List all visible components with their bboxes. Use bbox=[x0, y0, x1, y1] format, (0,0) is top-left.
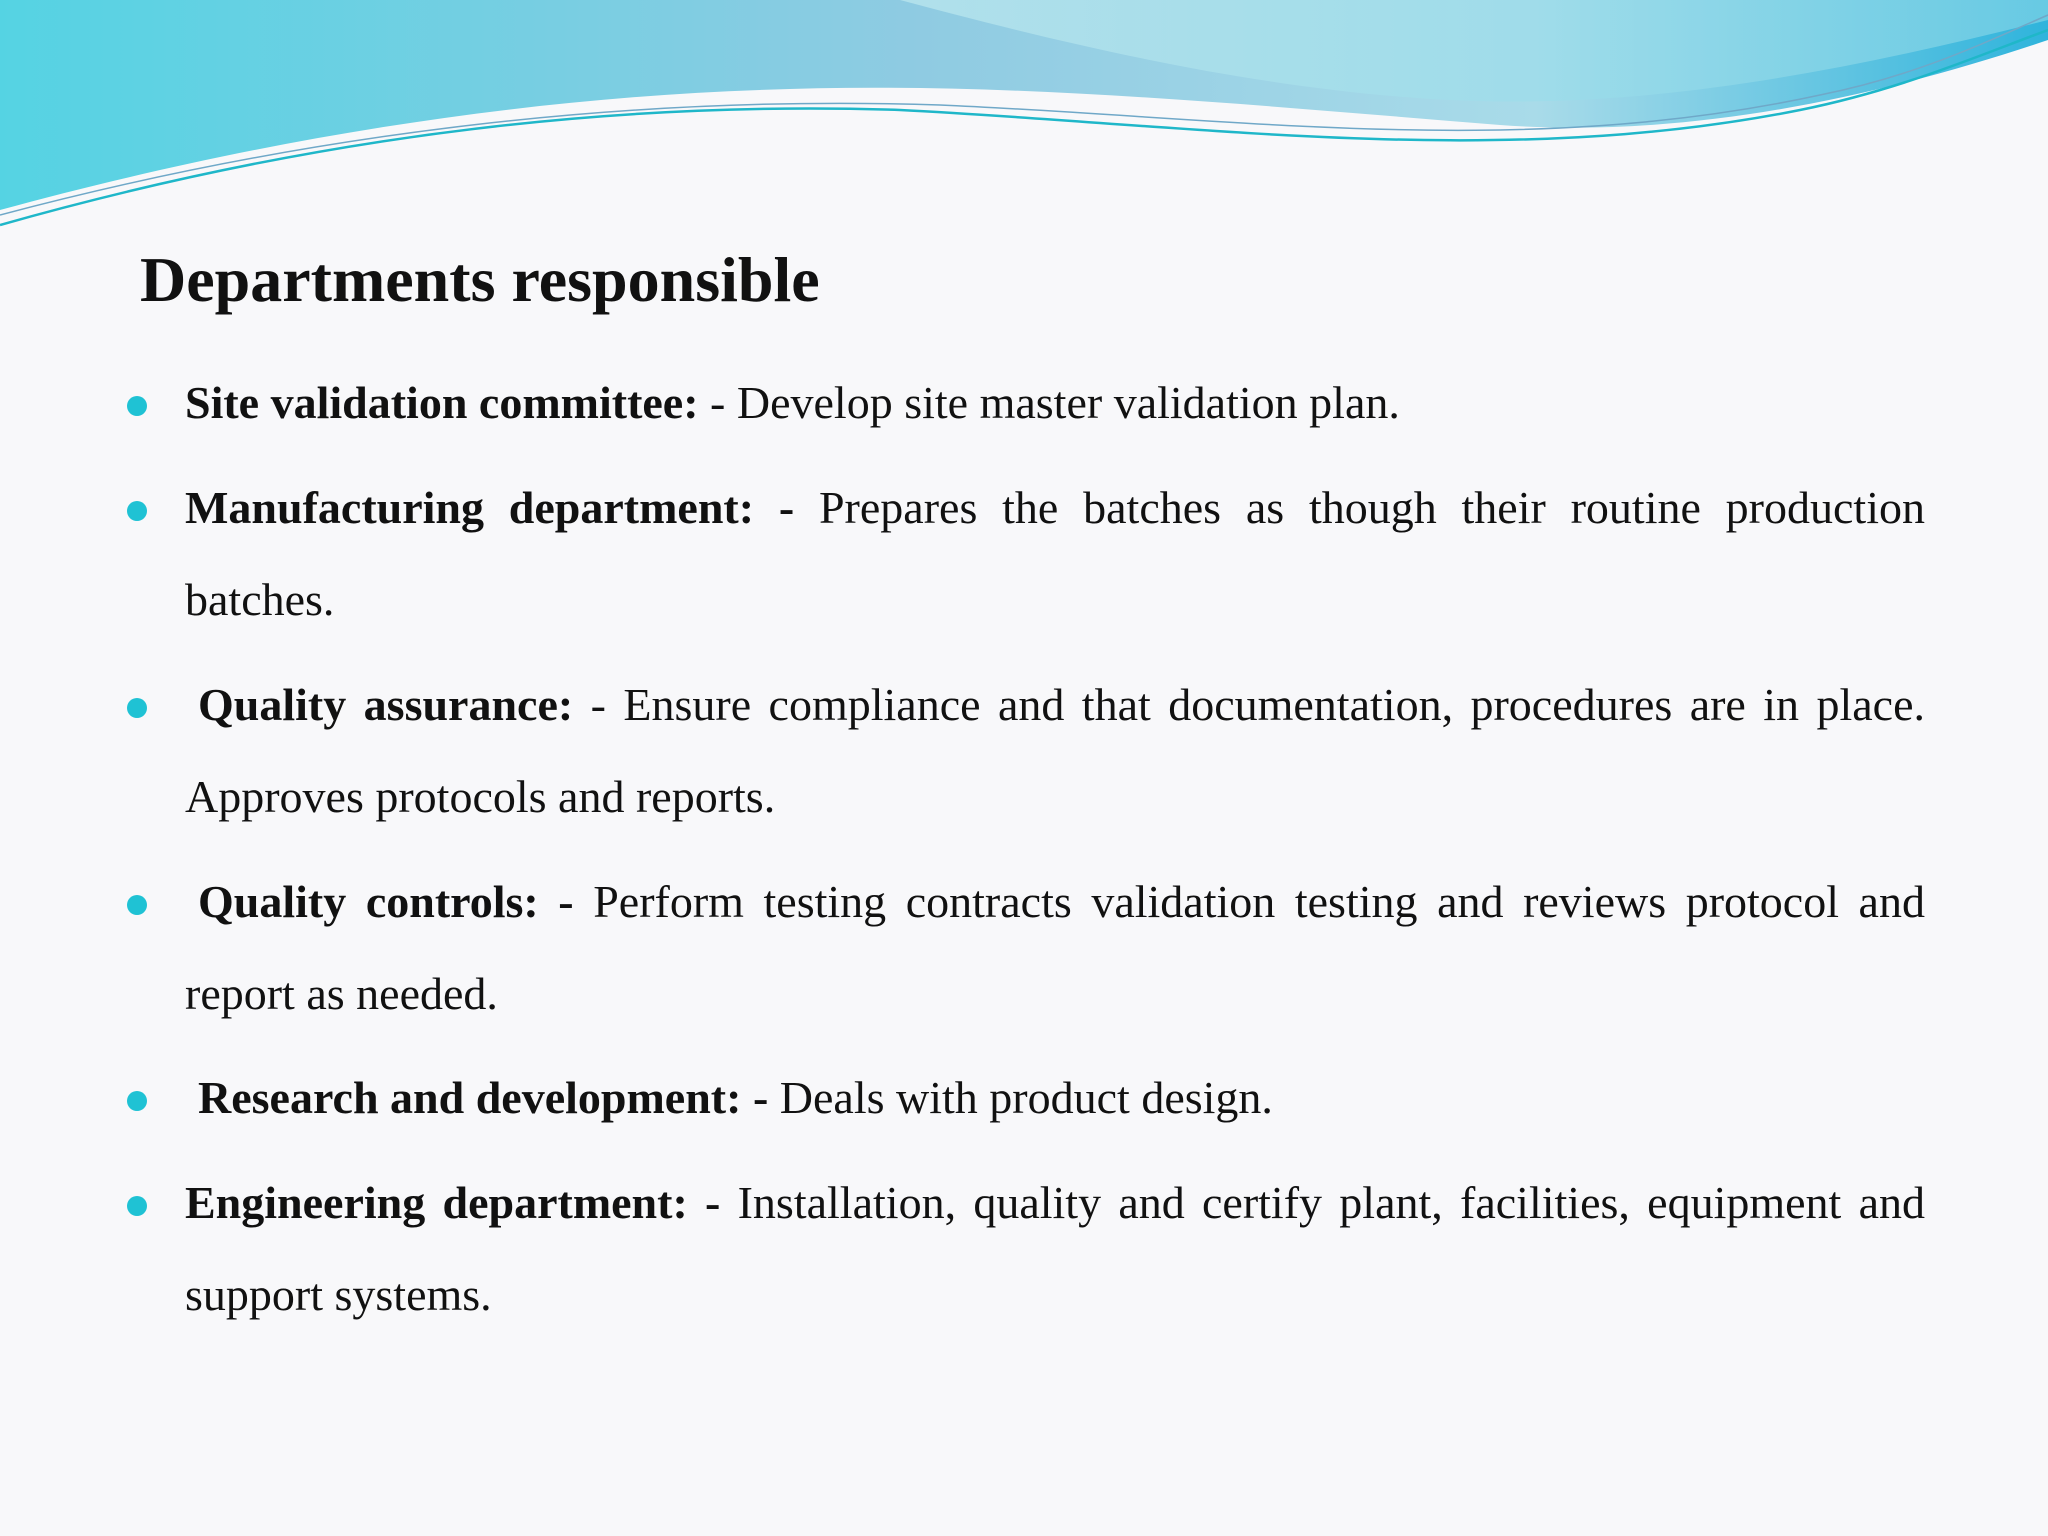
term-separator: - bbox=[741, 1072, 780, 1123]
department-description: Develop site master validation plan. bbox=[736, 377, 1400, 428]
list-item bbox=[185, 659, 1925, 843]
department-term: Quality controls: bbox=[198, 876, 539, 927]
slide-title: Departments responsible bbox=[140, 244, 820, 315]
bullet-dot-icon bbox=[127, 501, 147, 521]
list-item bbox=[185, 1052, 1925, 1144]
list-item bbox=[185, 357, 1925, 449]
department-description: Perform testing contracts validation testing and reviews protocol and report as needed. bbox=[185, 876, 1925, 1019]
department-description: Prepares the batches as though their routine production batches. bbox=[185, 482, 1925, 625]
department-term: Site validation committee: bbox=[185, 377, 699, 428]
department-term: Research and development: bbox=[198, 1072, 742, 1123]
list-item bbox=[185, 462, 1925, 646]
list-item bbox=[185, 856, 1925, 1040]
term-separator: - bbox=[538, 876, 594, 927]
bullet-dot-icon bbox=[127, 698, 147, 718]
term-separator: - bbox=[754, 482, 819, 533]
department-description: Ensure compliance and that documentation, procedures are in place. Approves protocols and reports. bbox=[185, 679, 1926, 822]
term-separator: - bbox=[573, 679, 624, 730]
department-term: Engineering department: bbox=[185, 1177, 688, 1228]
term-separator: - bbox=[698, 377, 737, 428]
department-term: Manufacturing department: bbox=[185, 482, 755, 533]
bullet-dot-icon bbox=[127, 1091, 147, 1111]
list-item bbox=[185, 1157, 1925, 1341]
department-description: Deals with product design. bbox=[779, 1072, 1273, 1123]
bullet-dot-icon bbox=[127, 396, 147, 416]
department-description: Installation, quality and certify plant, facilities, equipment and support systems. bbox=[185, 1177, 1925, 1320]
term-separator: - bbox=[687, 1177, 738, 1228]
bullet-dot-icon bbox=[127, 895, 147, 915]
department-term: Quality assurance: bbox=[198, 679, 574, 730]
bullet-dot-icon bbox=[127, 1196, 147, 1216]
